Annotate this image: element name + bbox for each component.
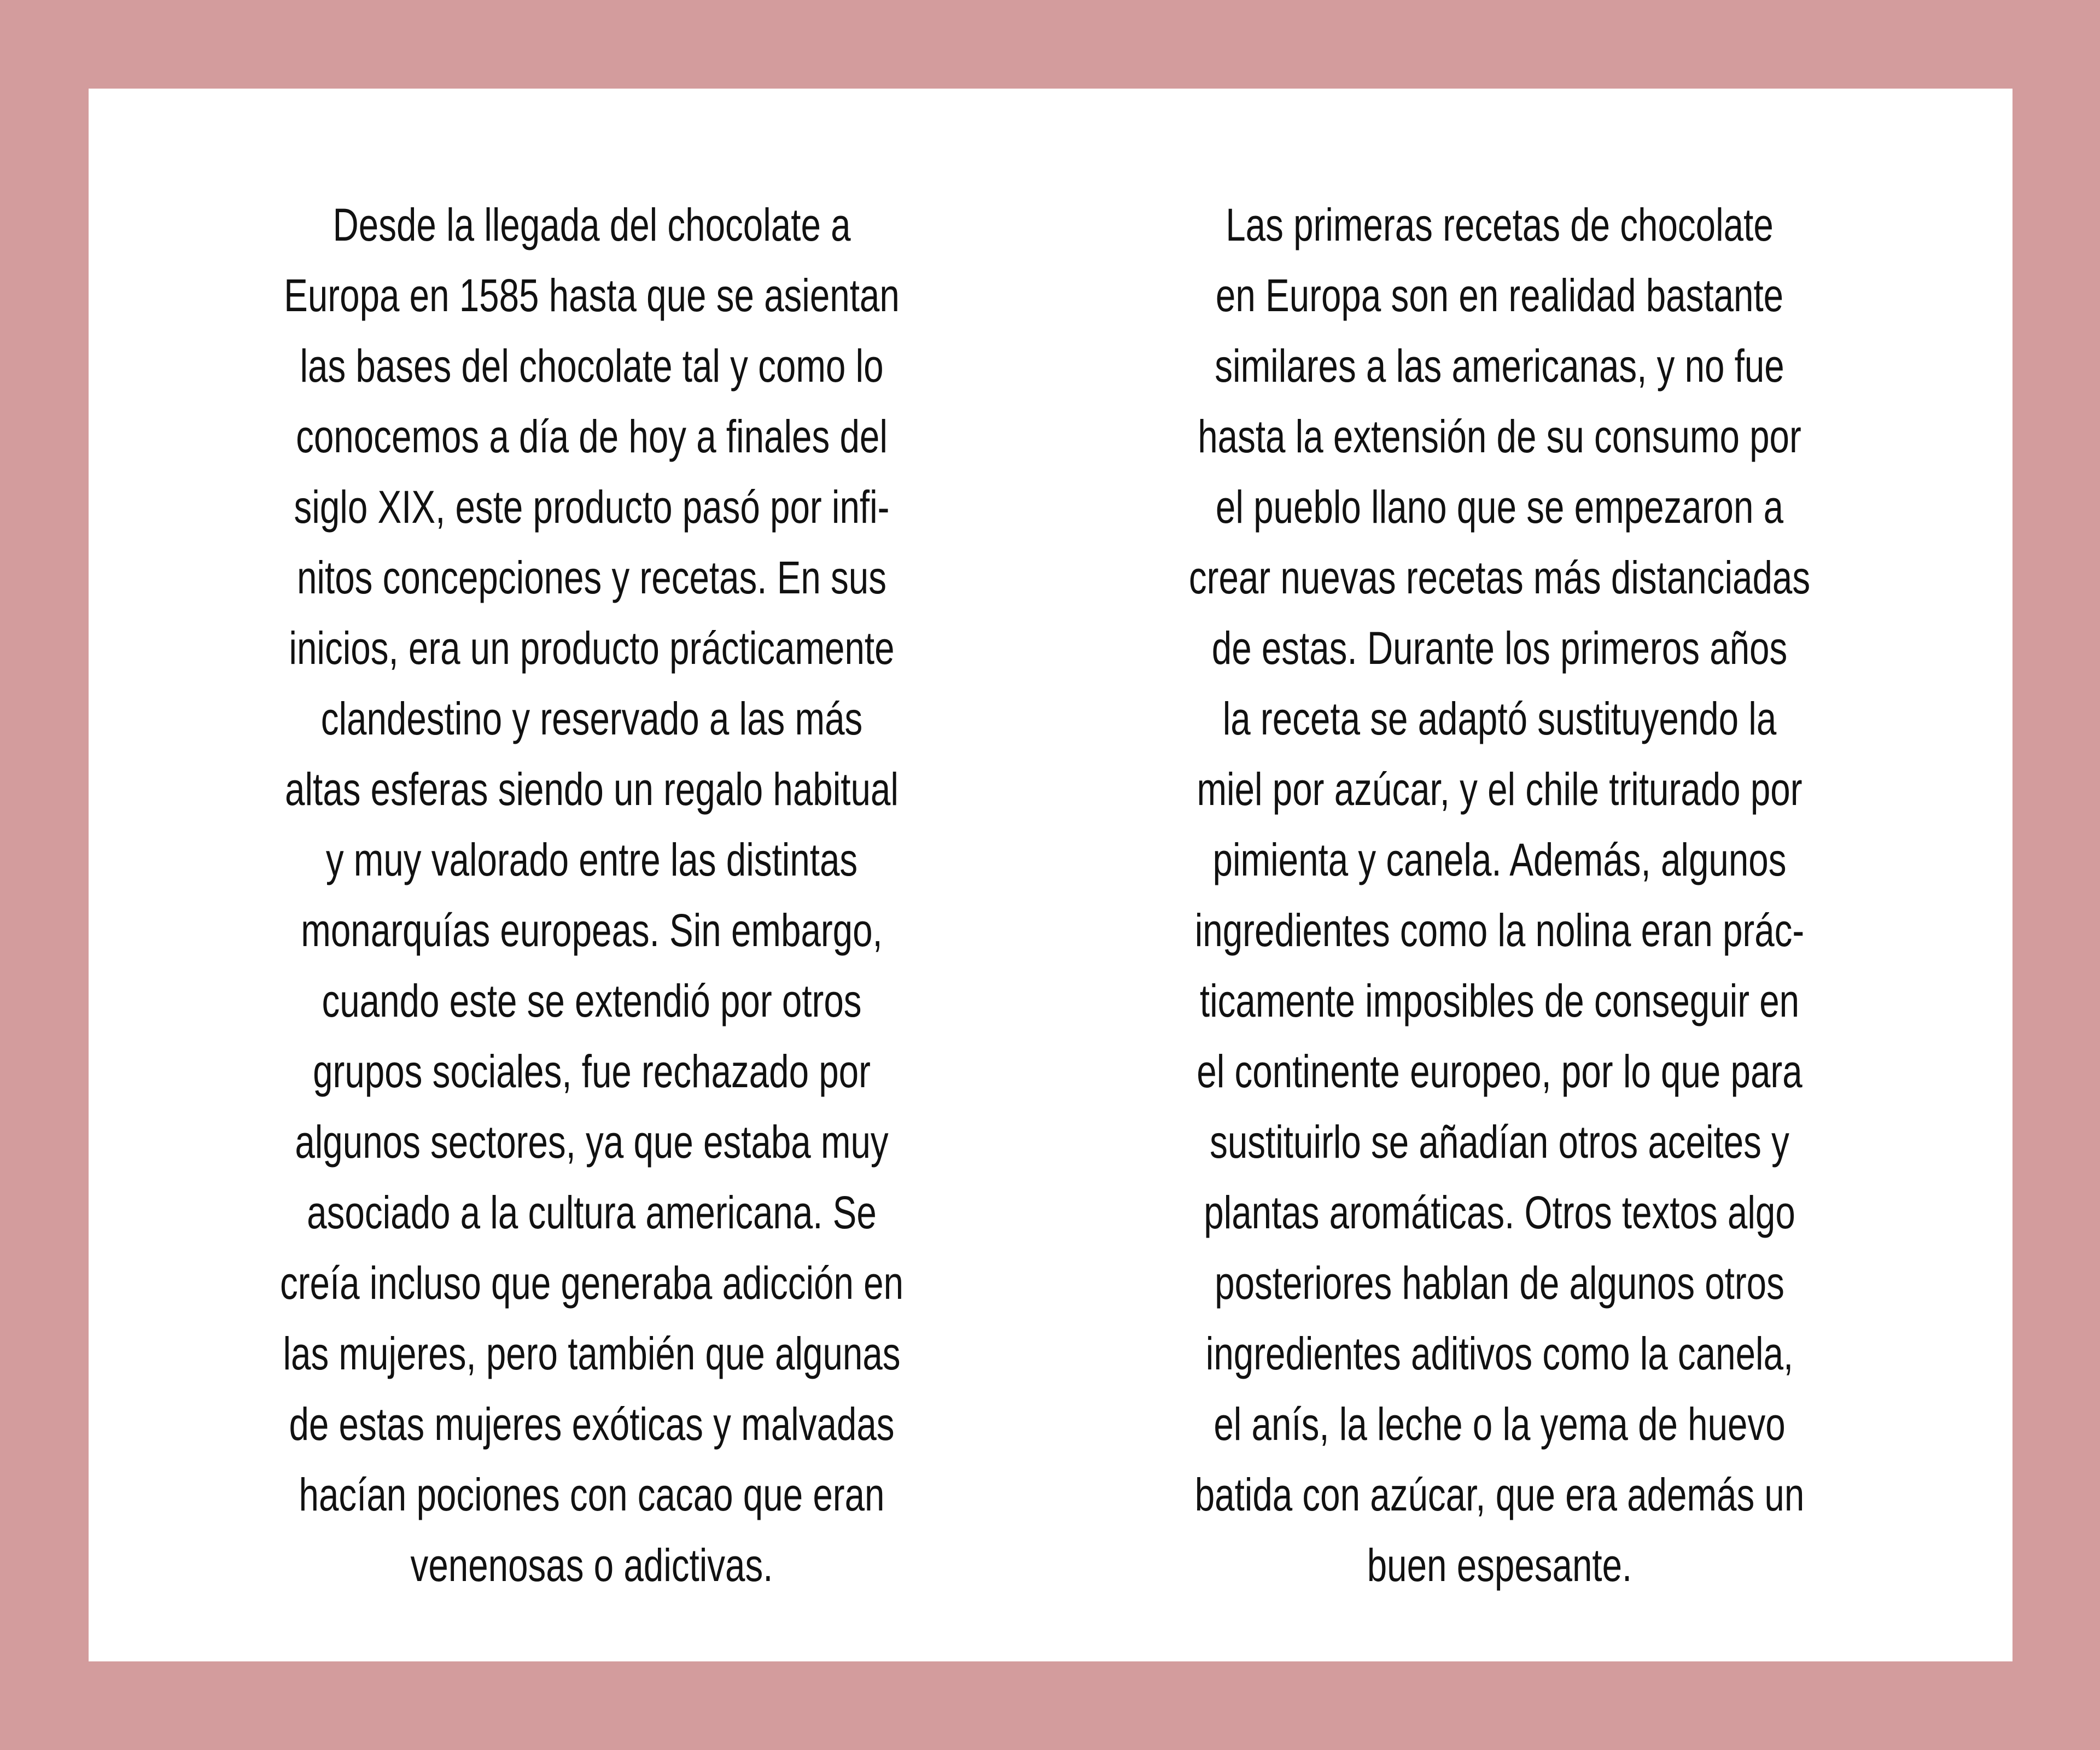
text-line: pimienta y canela. Además, algunos	[1212, 834, 1787, 885]
text-line: el continente europeo, por lo que para	[1197, 1046, 1802, 1097]
text-line: algunos sectores, ya que estaba muy	[295, 1116, 889, 1168]
text-line: venenosas o adictivas.	[410, 1539, 773, 1591]
text-line: ingredientes aditivos como la canela,	[1205, 1328, 1794, 1379]
text-line: en Europa son en realidad bastante	[1215, 270, 1784, 321]
text-line: miel por azúcar, y el chile triturado por	[1197, 763, 1802, 815]
text-line: creía incluso que generaba adicción en	[279, 1257, 904, 1309]
text-line: el pueblo llano que se empezaron a	[1215, 481, 1784, 533]
text-line: siglo XIX, este producto pasó por infi-	[294, 481, 890, 533]
text-line: similares a las americanas, y no fue	[1215, 340, 1784, 392]
text-line: hasta la extensión de su consumo por	[1198, 411, 1801, 462]
text-line: el anís, la leche o la yema de huevo	[1214, 1398, 1786, 1450]
text-line: Europa en 1585 hasta que se asientan	[284, 270, 900, 321]
text-line: crear nuevas recetas más distanciadas	[1188, 552, 1811, 603]
right-text-column	[1124, 190, 1875, 1601]
text-line: nitos concepciones y recetas. En sus	[296, 552, 887, 603]
text-line: plantas aromáticas. Otros textos algo	[1204, 1187, 1795, 1238]
text-line: posteriores hablan de algunos otros	[1215, 1257, 1784, 1309]
text-line: Las primeras recetas de chocolate	[1226, 199, 1774, 250]
text-line: clandestino y reservado a las más	[320, 693, 863, 744]
text-line: ingredientes como la nolina eran prác-	[1194, 905, 1805, 956]
text-line: asociado a la cultura americana. Se	[307, 1187, 877, 1238]
text-panel	[89, 89, 2012, 1661]
text-line: las mujeres, pero también que algunas	[283, 1328, 901, 1379]
text-line: ticamente imposibles de conseguir en	[1199, 975, 1800, 1026]
left-text-column	[217, 190, 967, 1601]
text-line: de estas mujeres exóticas y malvadas	[289, 1398, 895, 1450]
text-line: altas esferas siendo un regalo habitual	[285, 763, 899, 815]
text-line: Desde la llegada del chocolate a	[332, 199, 851, 250]
text-line: hacían pociones con cacao que eran	[299, 1469, 885, 1520]
text-line: inicios, era un producto prácticamente	[289, 622, 895, 674]
text-line: cuando este se extendió por otros	[322, 975, 862, 1026]
text-line: monarquías europeas. Sin embargo,	[301, 905, 883, 956]
text-line: batida con azúcar, que era además un	[1194, 1469, 1805, 1520]
text-line: buen espesante.	[1367, 1539, 1632, 1591]
text-line: sustituirlo se añadían otros aceites y	[1210, 1116, 1789, 1168]
text-line: de estas. Durante los primeros años	[1211, 622, 1788, 674]
text-line: grupos sociales, fue rechazado por	[313, 1046, 871, 1097]
text-line: y muy valorado entre las distintas	[325, 834, 858, 885]
text-line: conocemos a día de hoy a finales del	[296, 411, 888, 462]
text-line: las bases del chocolate tal y como lo	[300, 340, 884, 392]
text-line: la receta se adaptó sustituyendo la	[1222, 693, 1777, 744]
